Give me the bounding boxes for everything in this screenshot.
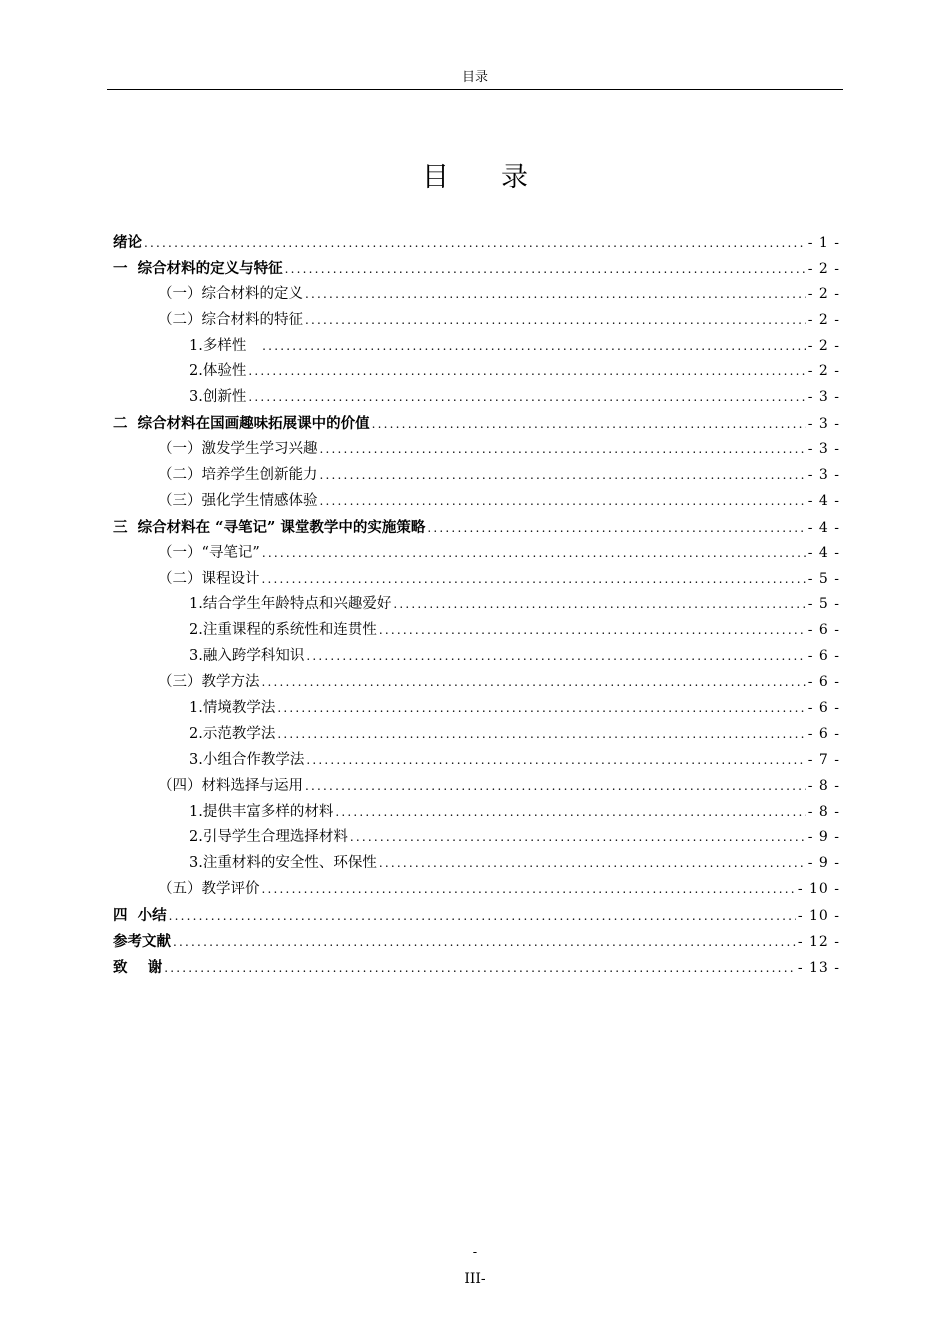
toc-dot-leader: [248, 359, 805, 385]
toc-entry-page: - 3 -: [807, 467, 840, 484]
toc-entry[interactable]: [113, 903, 840, 929]
toc-dot-leader: [262, 541, 806, 567]
toc-entry-page: - 4 -: [807, 492, 840, 509]
toc-entry-label: 1.提供丰富多样的材料: [189, 803, 334, 820]
toc-entry-page: - 8 -: [807, 803, 840, 820]
toc-entry-label: （二）课程设计: [158, 570, 260, 587]
toc-dot-leader: [164, 956, 796, 982]
toc-entry-page: - 5 -: [807, 596, 840, 613]
toc-entry[interactable]: [113, 489, 840, 515]
toc-entry-page: - 5 -: [807, 570, 840, 587]
toc-entry[interactable]: [113, 696, 840, 722]
toc-entry[interactable]: [113, 541, 840, 567]
toc-dot-leader: [379, 618, 806, 644]
toc-entry[interactable]: [113, 308, 840, 334]
toc-entry[interactable]: [113, 955, 840, 981]
toc-entry-page: - 10 -: [797, 908, 840, 925]
toc-entry[interactable]: [113, 851, 840, 877]
toc-dot-leader: [306, 748, 805, 774]
toc-dot-leader: [335, 800, 805, 826]
toc-entry-label: 3.融入跨学科知识: [189, 648, 305, 665]
toc-entry-label: （一）“寻笔记”: [158, 544, 260, 561]
toc-entry-page: - 2 -: [807, 260, 840, 277]
toc-entry-label: 参考文献: [113, 933, 171, 951]
toc-dot-leader: [393, 592, 805, 618]
toc-entry[interactable]: [113, 592, 840, 618]
toc-dot-leader: [306, 644, 805, 670]
toc-entry-label: （二）综合材料的特征: [158, 311, 303, 328]
toc-entry-page: - 3 -: [807, 441, 840, 458]
toc-dot-leader: [285, 257, 806, 283]
footer-page-number: III-: [464, 1271, 486, 1287]
toc-entry-label: 2.注重课程的系统性和连贯性: [189, 622, 377, 639]
toc-list: [113, 230, 840, 981]
toc-entry-page: - 1 -: [807, 235, 840, 251]
toc-dot-leader: [372, 412, 806, 438]
toc-entry-page: - 8 -: [807, 777, 840, 794]
toc-entry-page: - 6 -: [807, 700, 840, 717]
toc-dot-leader: [173, 930, 796, 956]
toc-entry-page: - 12 -: [797, 934, 840, 951]
toc-entry-label: （二）培养学生创新能力: [158, 467, 318, 484]
toc-entry-page: - 6 -: [807, 674, 840, 691]
toc-entry[interactable]: [113, 877, 840, 903]
toc-dot-leader: [262, 670, 806, 696]
toc-entry[interactable]: [113, 334, 840, 360]
toc-title: [0, 160, 950, 196]
toc-entry-label: （三）强化学生情感体验: [158, 492, 318, 509]
toc-entry[interactable]: [113, 644, 840, 670]
toc-dot-leader: [262, 567, 806, 593]
toc-entry[interactable]: [113, 515, 840, 541]
toc-entry[interactable]: [113, 618, 840, 644]
toc-entry[interactable]: [113, 748, 840, 774]
toc-entry-page: - 6 -: [807, 622, 840, 639]
toc-entry-label: 1.情境教学法: [189, 700, 276, 717]
toc-entry[interactable]: [113, 567, 840, 593]
toc-entry[interactable]: [113, 256, 840, 282]
toc-dot-leader: [305, 308, 806, 334]
toc-entry-page: - 4 -: [807, 519, 840, 536]
toc-entry-label: 致 谢: [113, 958, 163, 976]
toc-entry[interactable]: [113, 411, 840, 437]
toc-dot-leader: [262, 334, 806, 360]
toc-entry[interactable]: [113, 722, 840, 748]
toc-entry[interactable]: [113, 774, 840, 800]
toc-entry[interactable]: [113, 359, 840, 385]
toc-dot-leader: [169, 904, 796, 930]
toc-entry[interactable]: [113, 437, 840, 463]
toc-entry-label: 3.注重材料的安全性、环保性: [189, 855, 377, 872]
toc-entry-page: - 9 -: [807, 829, 840, 846]
toc-dot-leader: [320, 437, 806, 463]
toc-entry-label: （一）综合材料的定义: [158, 285, 303, 302]
toc-dot-leader: [350, 825, 806, 851]
toc-entry-label: （四）材料选择与运用: [158, 777, 303, 794]
toc-entry-page: - 7 -: [807, 751, 840, 768]
header-rule: [107, 89, 843, 90]
toc-entry-page: - 6 -: [807, 725, 840, 742]
toc-entry-label: （三）教学方法: [158, 674, 260, 691]
toc-entry-page: - 2 -: [807, 311, 840, 328]
toc-entry-label: （一）激发学生学习兴趣: [158, 441, 318, 458]
toc-entry-page: - 3 -: [807, 389, 840, 406]
toc-entry-page: - 13 -: [797, 959, 840, 976]
toc-dot-leader: [320, 463, 806, 489]
toc-entry-page: - 2 -: [807, 285, 840, 302]
toc-entry-page: - 2 -: [807, 337, 840, 354]
toc-entry-page: - 9 -: [807, 855, 840, 872]
toc-dot-leader: [144, 231, 806, 257]
toc-entry[interactable]: [113, 282, 840, 308]
toc-entry-label: 绪论: [113, 234, 142, 251]
toc-title-char: 录: [501, 162, 528, 193]
toc-entry[interactable]: [113, 385, 840, 411]
toc-entry-page: - 10 -: [797, 881, 840, 898]
toc-entry[interactable]: [113, 800, 840, 826]
toc-dot-leader: [277, 696, 805, 722]
toc-entry-label: 1.多样性: [189, 337, 261, 354]
toc-entry-label: 2.示范教学法: [189, 725, 276, 742]
toc-title-char: 目: [422, 162, 449, 193]
toc-dot-leader: [262, 877, 796, 903]
toc-dot-leader: [320, 489, 806, 515]
toc-dot-leader: [305, 774, 806, 800]
toc-dot-leader: [277, 722, 805, 748]
toc-entry-label: 1.结合学生年龄特点和兴趣爱好: [189, 596, 392, 613]
toc-entry-label: 四 小结: [113, 907, 167, 925]
toc-entry[interactable]: [113, 825, 840, 851]
toc-entry[interactable]: [113, 670, 840, 696]
toc-entry-label: 三 综合材料在 “寻笔记” 课堂教学中的实施策略: [113, 518, 426, 536]
toc-entry-page: - 2 -: [807, 363, 840, 380]
toc-dot-leader: [248, 385, 805, 411]
toc-entry-page: - 4 -: [807, 544, 840, 561]
toc-entry-label: 3.创新性: [189, 389, 247, 406]
toc-entry-label: （五）教学评价: [158, 881, 260, 898]
toc-entry-page: - 3 -: [807, 416, 840, 433]
toc-entry-page: - 6 -: [807, 648, 840, 665]
toc-dot-leader: [379, 851, 806, 877]
footer-dash: -: [472, 1245, 478, 1260]
toc-entry-label: 3.小组合作教学法: [189, 751, 305, 768]
toc-entry[interactable]: [113, 230, 840, 256]
toc-entry[interactable]: [113, 929, 840, 955]
running-header: 目录: [461, 70, 488, 85]
toc-dot-leader: [305, 282, 806, 308]
toc-entry-label: 二 综合材料在国画趣味拓展课中的价值: [113, 415, 370, 433]
toc-entry-label: 2.体验性: [189, 363, 247, 380]
toc-entry-label: 2.引导学生合理选择材料: [189, 829, 348, 846]
toc-dot-leader: [427, 516, 805, 542]
toc-entry[interactable]: [113, 463, 840, 489]
toc-entry-label: 一 综合材料的定义与特征: [113, 259, 283, 277]
